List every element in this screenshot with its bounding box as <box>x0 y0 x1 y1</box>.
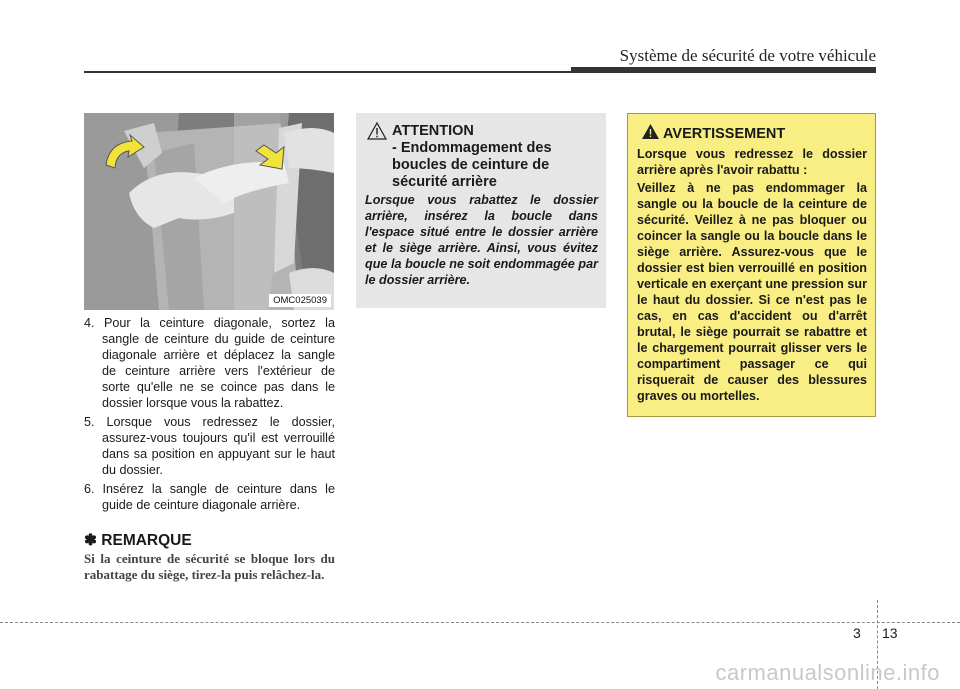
seat-folding-photo <box>84 113 334 310</box>
warning-box <box>627 113 876 417</box>
warning-body <box>637 146 867 406</box>
warning-title: AVERTISSEMENT <box>663 126 786 142</box>
note-body: Si la ceinture de sécurité se bloque lors du rabattage du siège, tirez-la puis relâchez-la. <box>84 551 335 582</box>
note-title: ✽ REMARQUE <box>84 532 192 549</box>
instruction-steps <box>84 315 335 516</box>
attention-title: ATTENTION <box>392 123 474 139</box>
header-rule-accent <box>571 67 876 73</box>
caution-triangle-icon <box>366 121 388 141</box>
attention-body: Lorsque vous rabattez le dossier arrière, insérez la boucle dans l'espace situé entre le dossier arrière et le siège arrière. Ainsi, vous évitez que la boucle ne soit endommagée par le dossier arrière. <box>365 193 598 287</box>
attention-box <box>356 113 606 308</box>
page-header-title: Système de sécurité de votre véhicule <box>619 46 876 65</box>
step-item: 4. Pour la ceinture diagonale, sortez la sangle de ceinture du guide de ceinture diagonale arrière et déplacez la sangle de ceinture arrière vers l'extérieur de sorte qu'elle ne se coince pas dans le dossier lorsque vous la rabattez. <box>84 316 335 410</box>
warning-intro: Lorsque vous redressez le dossier arrière après l'avoir rabattu : <box>637 147 867 177</box>
step-item: 5. Lorsque vous redressez le dossier, assurez-vous toujours qu'il est verrouillé dans sa position en appuyant sur le haut du dossier. <box>84 415 335 477</box>
warning-triangle-icon <box>641 123 660 140</box>
figure-caption: OMC025039 <box>269 294 331 307</box>
step-item: 6. Insérez la sangle de ceinture dans le guide de ceinture diagonale arrière. <box>84 482 335 512</box>
attention-subtitle: - Endommagement des boucles de ceinture de sécurité arrière <box>392 140 552 190</box>
warning-text: Veillez à ne pas endommager la sangle ou la boucle de la ceinture de sécurité. Veillez à ne pas bloquer ou coincer la sangle ou la boucle dans le siège arrière. Assurez-vous que le dossier est bien verrouillé en position verticale en exerçant une pression sur le haut du dossier. Si ce n'est pas le cas, en cas d'accident ou d'arrêt brutal, le siège pourrait se rabattre et le chargement pourrait glisser vers le compartiment passager ce qui risquerait de causer des blessures graves ou mortelles. <box>637 181 867 403</box>
watermark: carmanualsonline.info <box>715 660 940 685</box>
footer-rule <box>0 622 960 623</box>
section-number: 3 <box>853 625 861 641</box>
photo-illustration <box>84 113 334 310</box>
page-number: 13 <box>882 625 898 641</box>
